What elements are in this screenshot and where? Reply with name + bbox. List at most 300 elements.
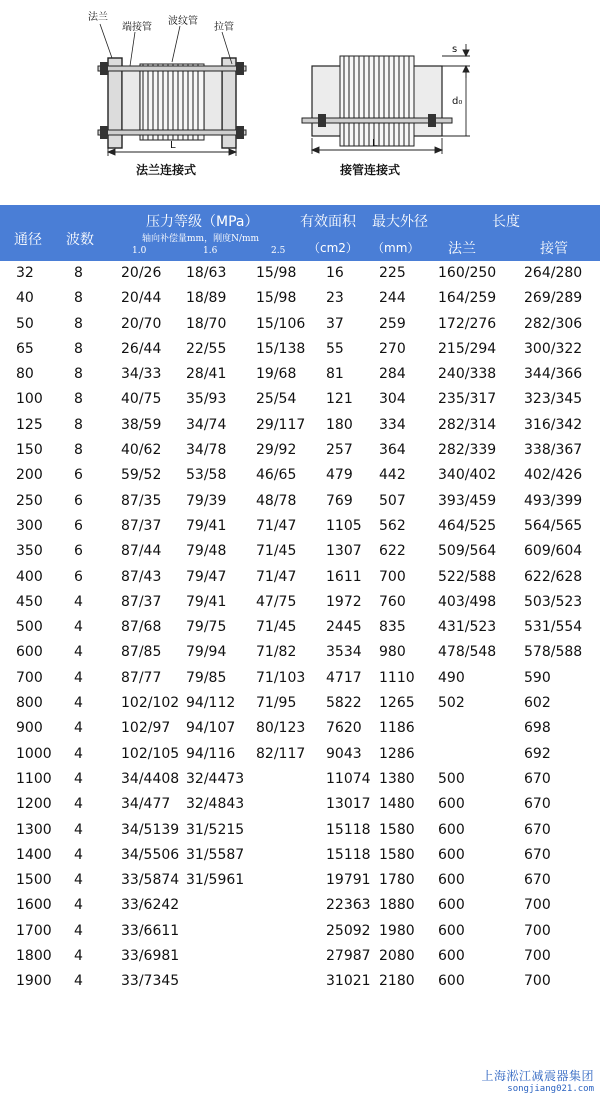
cell-pressure-2-5: 71/47 bbox=[256, 517, 297, 534]
cell-length-flange: 164/259 bbox=[438, 290, 497, 307]
cell-pressure-1-0: 20/26 bbox=[121, 265, 162, 281]
cell-waves: 6 bbox=[74, 492, 83, 509]
table-row bbox=[0, 843, 600, 868]
cell-dn: 65 bbox=[16, 340, 34, 357]
cell-area: 37 bbox=[326, 315, 344, 332]
cell-area: 1611 bbox=[326, 568, 362, 585]
cell-pressure-1-0: 34/5139 bbox=[121, 821, 180, 838]
cell-pressure-1-6: 79/39 bbox=[186, 492, 227, 509]
cell-length-pipe: 590 bbox=[524, 669, 551, 686]
table-row bbox=[0, 387, 600, 412]
cell-waves: 4 bbox=[74, 922, 83, 939]
cell-dn: 1000 bbox=[16, 745, 52, 762]
cell-pressure-1-6: 32/4843 bbox=[186, 796, 245, 813]
table-header bbox=[0, 205, 600, 261]
cell-max-od: 1980 bbox=[379, 922, 415, 939]
cell-pressure-1-6: 34/74 bbox=[186, 416, 227, 433]
header-pressure-1-0: 1.0 bbox=[132, 246, 147, 256]
cell-max-od: 2180 bbox=[379, 973, 415, 990]
header-dn: 通径 bbox=[14, 232, 42, 248]
cell-max-od: 1480 bbox=[379, 796, 415, 813]
cell-length-flange: 172/276 bbox=[438, 315, 497, 332]
cell-length-pipe: 698 bbox=[524, 720, 551, 737]
cell-length-pipe: 700 bbox=[524, 948, 551, 965]
cell-waves: 4 bbox=[74, 745, 83, 762]
cell-dn: 600 bbox=[16, 644, 43, 661]
cell-length-flange: 282/339 bbox=[438, 442, 497, 459]
cell-length-pipe: 670 bbox=[524, 770, 551, 787]
table-row bbox=[0, 539, 600, 564]
cell-max-od: 225 bbox=[379, 265, 406, 281]
cell-area: 5822 bbox=[326, 695, 362, 712]
cell-max-od: 1186 bbox=[379, 720, 415, 737]
table-row bbox=[0, 969, 600, 994]
cell-length-flange: 282/314 bbox=[438, 416, 497, 433]
cell-length-flange: 600 bbox=[438, 821, 465, 838]
cell-pressure-2-5: 47/75 bbox=[256, 593, 297, 610]
cell-waves: 8 bbox=[74, 290, 83, 307]
label-flange: 法兰 bbox=[88, 12, 108, 23]
cell-area: 25092 bbox=[326, 922, 371, 939]
table-row bbox=[0, 337, 600, 362]
header-length-pipe: 接管 bbox=[540, 241, 568, 257]
cell-waves: 8 bbox=[74, 442, 83, 459]
cell-length-flange: 600 bbox=[438, 973, 465, 990]
cell-pressure-1-6: 34/78 bbox=[186, 442, 227, 459]
flange-connection-drawing bbox=[98, 24, 246, 156]
table-row bbox=[0, 590, 600, 615]
cell-pressure-1-0: 34/33 bbox=[121, 366, 162, 383]
cell-length-pipe: 700 bbox=[524, 973, 551, 990]
cell-length-pipe: 578/588 bbox=[524, 644, 583, 661]
cell-length-flange: 600 bbox=[438, 948, 465, 965]
header-pressure-2-5: 2.5 bbox=[271, 246, 286, 256]
cell-length-pipe: 300/322 bbox=[524, 340, 583, 357]
cell-area: 55 bbox=[326, 340, 344, 357]
cell-waves: 8 bbox=[74, 340, 83, 357]
cell-waves: 4 bbox=[74, 872, 83, 889]
cell-length-flange: 509/564 bbox=[438, 543, 497, 560]
table-row bbox=[0, 312, 600, 337]
cell-length-flange: 393/459 bbox=[438, 492, 497, 509]
cell-pressure-1-6: 18/70 bbox=[186, 315, 227, 332]
cell-pressure-1-6: 18/63 bbox=[186, 265, 227, 281]
cell-pressure-1-0: 87/85 bbox=[121, 644, 162, 661]
cell-pressure-1-0: 33/5874 bbox=[121, 872, 180, 889]
cell-max-od: 304 bbox=[379, 391, 406, 408]
cell-area: 2445 bbox=[326, 619, 362, 636]
cell-length-flange: 215/294 bbox=[438, 340, 497, 357]
cell-area: 1972 bbox=[326, 593, 362, 610]
cell-max-od: 244 bbox=[379, 290, 406, 307]
cell-pressure-2-5: 19/68 bbox=[256, 366, 297, 383]
cell-pressure-1-6: 79/41 bbox=[186, 517, 227, 534]
caption-flange-connection: 法兰连接式 bbox=[136, 163, 197, 177]
cell-pressure-2-5: 71/45 bbox=[256, 619, 297, 636]
cell-length-pipe: 602 bbox=[524, 695, 551, 712]
cell-pressure-2-5: 71/103 bbox=[256, 669, 306, 686]
cell-area: 121 bbox=[326, 391, 353, 408]
cell-dn: 80 bbox=[16, 366, 34, 383]
table-row bbox=[0, 742, 600, 767]
cell-length-pipe: 338/367 bbox=[524, 442, 583, 459]
cell-dn: 1700 bbox=[16, 922, 52, 939]
cell-pressure-1-0: 40/75 bbox=[121, 391, 162, 408]
cell-pressure-1-0: 38/59 bbox=[121, 416, 162, 433]
table-row bbox=[0, 286, 600, 311]
cell-pressure-1-6: 94/107 bbox=[186, 720, 236, 737]
cell-pressure-2-5: 15/98 bbox=[256, 290, 297, 307]
cell-pressure-1-0: 87/44 bbox=[121, 543, 162, 560]
cell-max-od: 1580 bbox=[379, 821, 415, 838]
cell-pressure-2-5: 71/45 bbox=[256, 543, 297, 560]
cell-dn: 1600 bbox=[16, 897, 52, 914]
cell-pressure-1-6: 28/41 bbox=[186, 366, 227, 383]
cell-pressure-2-5: 80/123 bbox=[256, 720, 306, 737]
cell-waves: 6 bbox=[74, 568, 83, 585]
cell-pressure-2-5: 71/47 bbox=[256, 568, 297, 585]
cell-pressure-2-5: 15/98 bbox=[256, 265, 297, 281]
cell-dn: 1800 bbox=[16, 948, 52, 965]
header-od-unit: （mm） bbox=[372, 241, 420, 255]
cell-pressure-1-6: 79/94 bbox=[186, 644, 227, 661]
cell-max-od: 1286 bbox=[379, 745, 415, 762]
cell-pressure-1-0: 87/37 bbox=[121, 593, 162, 610]
cell-pressure-1-6: 94/112 bbox=[186, 695, 236, 712]
cell-pressure-1-0: 102/102 bbox=[121, 695, 180, 712]
cell-pressure-1-6: 79/48 bbox=[186, 543, 227, 560]
cell-waves: 4 bbox=[74, 846, 83, 863]
table-row bbox=[0, 868, 600, 893]
cell-length-flange: 522/588 bbox=[438, 568, 497, 585]
cell-max-od: 700 bbox=[379, 568, 406, 585]
cell-max-od: 1380 bbox=[379, 770, 415, 787]
watermark-company: 上海淞江减震器集团 bbox=[481, 1069, 594, 1083]
cell-waves: 4 bbox=[74, 770, 83, 787]
cell-waves: 6 bbox=[74, 543, 83, 560]
cell-pressure-2-5: 15/138 bbox=[256, 340, 306, 357]
cell-dn: 700 bbox=[16, 669, 43, 686]
header-waves: 波数 bbox=[66, 232, 94, 248]
header-length-flange: 法兰 bbox=[448, 241, 476, 257]
cell-waves: 4 bbox=[74, 796, 83, 813]
cell-length-flange: 240/338 bbox=[438, 366, 497, 383]
cell-area: 4717 bbox=[326, 669, 362, 686]
cell-waves: 6 bbox=[74, 517, 83, 534]
cell-max-od: 270 bbox=[379, 340, 406, 357]
cell-area: 15118 bbox=[326, 821, 371, 838]
cell-pressure-2-5: 25/54 bbox=[256, 391, 297, 408]
cell-area: 19791 bbox=[326, 872, 371, 889]
cell-dn: 450 bbox=[16, 593, 43, 610]
cell-length-pipe: 402/426 bbox=[524, 467, 583, 484]
cell-length-flange: 490 bbox=[438, 669, 465, 686]
cell-dn: 250 bbox=[16, 492, 43, 509]
cell-area: 769 bbox=[326, 492, 353, 509]
label-d0: d₀ bbox=[452, 96, 463, 107]
cell-waves: 4 bbox=[74, 695, 83, 712]
cell-max-od: 1110 bbox=[379, 669, 415, 686]
cell-pressure-1-0: 34/477 bbox=[121, 796, 171, 813]
cell-area: 13017 bbox=[326, 796, 371, 813]
cell-area: 3534 bbox=[326, 644, 362, 661]
cell-dn: 32 bbox=[16, 265, 34, 281]
cell-length-flange: 600 bbox=[438, 872, 465, 889]
cell-area: 11074 bbox=[326, 770, 371, 787]
cell-pressure-1-0: 33/7345 bbox=[121, 973, 180, 990]
cell-area: 7620 bbox=[326, 720, 362, 737]
cell-pressure-2-5: 29/92 bbox=[256, 442, 297, 459]
label-s: s bbox=[452, 44, 458, 55]
cell-length-flange: 235/317 bbox=[438, 391, 497, 408]
cell-length-flange: 160/250 bbox=[438, 265, 497, 281]
cell-pressure-1-6: 22/55 bbox=[186, 340, 227, 357]
header-pressure-1-6: 1.6 bbox=[203, 246, 218, 256]
left-dimension-L: L bbox=[170, 140, 176, 151]
table-row bbox=[0, 413, 600, 438]
cell-dn: 125 bbox=[16, 416, 43, 433]
cell-length-flange: 478/548 bbox=[438, 644, 497, 661]
cell-length-pipe: 564/565 bbox=[524, 517, 583, 534]
cell-pressure-2-5: 48/78 bbox=[256, 492, 297, 509]
cell-area: 9043 bbox=[326, 745, 362, 762]
cell-length-flange: 600 bbox=[438, 897, 465, 914]
cell-area: 22363 bbox=[326, 897, 371, 914]
cell-pressure-2-5: 71/82 bbox=[256, 644, 297, 661]
table-row bbox=[0, 514, 600, 539]
table-row bbox=[0, 489, 600, 514]
cell-dn: 150 bbox=[16, 442, 43, 459]
cell-dn: 40 bbox=[16, 290, 34, 307]
header-area-title: 有效面积 bbox=[300, 214, 356, 230]
cell-max-od: 507 bbox=[379, 492, 406, 509]
header-pressure-title: 压力等级（MPa） bbox=[146, 214, 259, 230]
table-row bbox=[0, 893, 600, 918]
table-row bbox=[0, 438, 600, 463]
watermark bbox=[481, 1067, 594, 1094]
table-row bbox=[0, 463, 600, 488]
table-row bbox=[0, 565, 600, 590]
cell-length-flange: 403/498 bbox=[438, 593, 497, 610]
cell-pressure-1-0: 40/62 bbox=[121, 442, 162, 459]
cell-max-od: 980 bbox=[379, 644, 406, 661]
table-row bbox=[0, 792, 600, 817]
cell-pressure-1-0: 59/52 bbox=[121, 467, 162, 484]
cell-length-pipe: 670 bbox=[524, 796, 551, 813]
cell-area: 81 bbox=[326, 366, 344, 383]
cell-pressure-1-6: 31/5961 bbox=[186, 872, 245, 889]
cell-length-pipe: 493/399 bbox=[524, 492, 583, 509]
table-row bbox=[0, 666, 600, 691]
right-dimension-L: L bbox=[372, 138, 378, 149]
cell-dn: 1100 bbox=[16, 770, 52, 787]
header-length-title: 长度 bbox=[492, 214, 520, 230]
cell-waves: 4 bbox=[74, 619, 83, 636]
cell-area: 1105 bbox=[326, 517, 362, 534]
cell-length-pipe: 670 bbox=[524, 872, 551, 889]
cell-waves: 4 bbox=[74, 644, 83, 661]
cell-max-od: 1880 bbox=[379, 897, 415, 914]
caption-pipe-connection: 接管连接式 bbox=[340, 163, 401, 177]
cell-pressure-1-0: 87/35 bbox=[121, 492, 162, 509]
table-row bbox=[0, 818, 600, 843]
cell-area: 479 bbox=[326, 467, 353, 484]
cell-max-od: 259 bbox=[379, 315, 406, 332]
pipe-connection-drawing bbox=[302, 44, 470, 154]
cell-area: 257 bbox=[326, 442, 353, 459]
cell-max-od: 334 bbox=[379, 416, 406, 433]
cell-waves: 8 bbox=[74, 416, 83, 433]
cell-pressure-2-5: 29/117 bbox=[256, 416, 306, 433]
cell-max-od: 835 bbox=[379, 619, 406, 636]
cell-area: 15118 bbox=[326, 846, 371, 863]
cell-max-od: 760 bbox=[379, 593, 406, 610]
cell-length-flange: 500 bbox=[438, 770, 465, 787]
watermark-url: songjiang021.com bbox=[507, 1084, 594, 1094]
cell-max-od: 1780 bbox=[379, 872, 415, 889]
cell-waves: 4 bbox=[74, 669, 83, 686]
cell-area: 1307 bbox=[326, 543, 362, 560]
table-row bbox=[0, 640, 600, 665]
cell-dn: 300 bbox=[16, 517, 43, 534]
cell-length-pipe: 700 bbox=[524, 922, 551, 939]
cell-waves: 8 bbox=[74, 315, 83, 332]
cell-max-od: 622 bbox=[379, 543, 406, 560]
cell-pressure-1-6: 18/89 bbox=[186, 290, 227, 307]
cell-pressure-1-0: 87/43 bbox=[121, 568, 162, 585]
cell-length-flange: 600 bbox=[438, 922, 465, 939]
cell-length-pipe: 622/628 bbox=[524, 568, 583, 585]
cell-pressure-1-0: 20/44 bbox=[121, 290, 162, 307]
cell-length-flange: 464/525 bbox=[438, 517, 497, 534]
cell-dn: 50 bbox=[16, 315, 34, 332]
cell-dn: 200 bbox=[16, 467, 43, 484]
cell-dn: 900 bbox=[16, 720, 43, 737]
cell-pressure-1-0: 102/105 bbox=[121, 745, 180, 762]
cell-pressure-2-5: 82/117 bbox=[256, 745, 306, 762]
cell-dn: 100 bbox=[16, 391, 43, 408]
cell-pressure-1-0: 87/37 bbox=[121, 517, 162, 534]
cell-length-pipe: 269/289 bbox=[524, 290, 583, 307]
header-pressure-sub: 轴向补偿量mm，刚度N/mm bbox=[142, 234, 260, 244]
cell-waves: 4 bbox=[74, 720, 83, 737]
cell-waves: 6 bbox=[74, 467, 83, 484]
cell-pressure-1-0: 20/70 bbox=[121, 315, 162, 332]
table-row bbox=[0, 716, 600, 741]
cell-pressure-1-0: 33/6611 bbox=[121, 922, 180, 939]
cell-dn: 400 bbox=[16, 568, 43, 585]
cell-waves: 4 bbox=[74, 897, 83, 914]
cell-max-od: 2080 bbox=[379, 948, 415, 965]
cell-length-pipe: 692 bbox=[524, 745, 551, 762]
cell-waves: 8 bbox=[74, 391, 83, 408]
cell-area: 31021 bbox=[326, 973, 371, 990]
cell-area: 180 bbox=[326, 416, 353, 433]
cell-pressure-1-6: 79/75 bbox=[186, 619, 227, 636]
cell-dn: 1900 bbox=[16, 973, 52, 990]
cell-dn: 1500 bbox=[16, 872, 52, 889]
label-tie-rod: 拉管 bbox=[214, 22, 234, 33]
cell-pressure-1-0: 33/6981 bbox=[121, 948, 180, 965]
cell-pressure-2-5: 71/95 bbox=[256, 695, 297, 712]
cell-pressure-1-0: 102/97 bbox=[121, 720, 171, 737]
header-od-title: 最大外径 bbox=[372, 214, 428, 230]
cell-length-pipe: 670 bbox=[524, 821, 551, 838]
cell-dn: 1300 bbox=[16, 821, 52, 838]
cell-pressure-1-6: 32/4473 bbox=[186, 770, 245, 787]
cell-dn: 1400 bbox=[16, 846, 52, 863]
cell-length-pipe: 316/342 bbox=[524, 416, 583, 433]
cell-length-flange: 600 bbox=[438, 846, 465, 863]
cell-pressure-1-0: 87/68 bbox=[121, 619, 162, 636]
cell-pressure-1-6: 79/85 bbox=[186, 669, 227, 686]
cell-max-od: 364 bbox=[379, 442, 406, 459]
cell-max-od: 284 bbox=[379, 366, 406, 383]
cell-area: 16 bbox=[326, 265, 344, 281]
cell-max-od: 1265 bbox=[379, 695, 415, 712]
cell-length-pipe: 670 bbox=[524, 846, 551, 863]
table-row bbox=[0, 919, 600, 944]
cell-length-pipe: 531/554 bbox=[524, 619, 583, 636]
cell-length-pipe: 264/280 bbox=[524, 265, 583, 281]
cell-pressure-1-6: 79/47 bbox=[186, 568, 227, 585]
cell-waves: 4 bbox=[74, 948, 83, 965]
cell-dn: 1200 bbox=[16, 796, 52, 813]
cell-length-flange: 340/402 bbox=[438, 467, 497, 484]
cell-length-flange: 502 bbox=[438, 695, 465, 712]
cell-pressure-1-6: 79/41 bbox=[186, 593, 227, 610]
cell-pressure-1-0: 87/77 bbox=[121, 669, 162, 686]
cell-pressure-1-6: 35/93 bbox=[186, 391, 227, 408]
cell-pressure-1-6: 31/5587 bbox=[186, 846, 245, 863]
table-row bbox=[0, 615, 600, 640]
cell-pressure-1-6: 53/58 bbox=[186, 467, 227, 484]
cell-waves: 4 bbox=[74, 821, 83, 838]
table-row bbox=[0, 691, 600, 716]
cell-length-pipe: 700 bbox=[524, 897, 551, 914]
cell-length-pipe: 323/345 bbox=[524, 391, 583, 408]
cell-waves: 4 bbox=[74, 593, 83, 610]
header-area-unit: （cm2） bbox=[308, 241, 358, 255]
cell-area: 27987 bbox=[326, 948, 371, 965]
technical-drawings bbox=[0, 0, 600, 205]
cell-length-flange: 600 bbox=[438, 796, 465, 813]
cell-max-od: 442 bbox=[379, 467, 406, 484]
cell-max-od: 562 bbox=[379, 517, 406, 534]
cell-length-pipe: 503/523 bbox=[524, 593, 583, 610]
table-row bbox=[0, 944, 600, 969]
cell-length-pipe: 344/366 bbox=[524, 366, 583, 383]
label-bellows: 波纹管 bbox=[168, 16, 198, 27]
cell-pressure-1-0: 34/5506 bbox=[121, 846, 180, 863]
cell-pressure-1-0: 34/4408 bbox=[121, 770, 180, 787]
cell-pressure-1-6: 94/116 bbox=[186, 745, 236, 762]
cell-length-pipe: 282/306 bbox=[524, 315, 583, 332]
cell-pressure-1-0: 26/44 bbox=[121, 340, 162, 357]
table-body bbox=[0, 261, 600, 995]
cell-waves: 8 bbox=[74, 265, 83, 281]
cell-dn: 500 bbox=[16, 619, 43, 636]
table-row bbox=[0, 362, 600, 387]
cell-pressure-1-6: 31/5215 bbox=[186, 821, 245, 838]
cell-pressure-1-0: 33/6242 bbox=[121, 897, 180, 914]
cell-pressure-2-5: 15/106 bbox=[256, 315, 306, 332]
table-row bbox=[0, 261, 600, 286]
cell-waves: 8 bbox=[74, 366, 83, 383]
cell-area: 23 bbox=[326, 290, 344, 307]
cell-pressure-2-5: 46/65 bbox=[256, 467, 297, 484]
cell-length-flange: 431/523 bbox=[438, 619, 497, 636]
